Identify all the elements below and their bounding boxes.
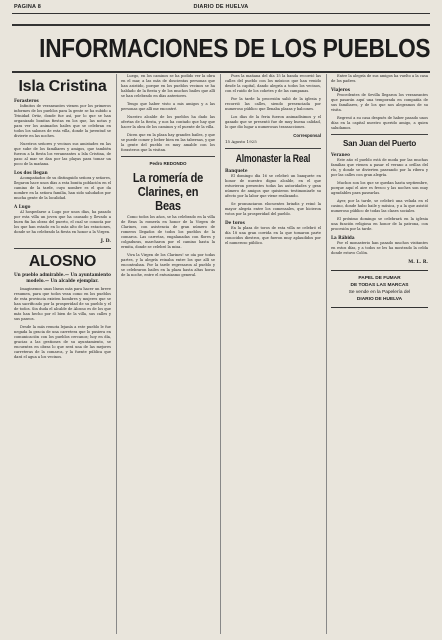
ad-line: PAPEL DE FUMAR	[358, 276, 401, 281]
caption-banquete: Banquete	[225, 168, 248, 173]
paper-name: DIARIO DE HUELVA	[193, 4, 249, 10]
paragraph: Como todos los años, se ha celebrado en la villa de Beas la romería en honor de la Virgen de Clarines, con asistencia de gran número de romeros llegados de todos los pueblos de la comarca. Las carretas, engalanadas con flores y colgaduras, marcharon por el camino hasta la ermita, donde se celebró la misa.	[121, 215, 215, 249]
column-rule	[326, 74, 327, 634]
paragraph: Infinitos de veraneantes vienen por los primeros informes de los pueblos para la gente se ha subido a Trinidad Ortiz, donde fue así, por lo que se han organizado bonitas fiestas en los que, las notas y para ver los animados bailes que se celebran en todos los salones de esta villa, donde la juventud se divierte en las noches.	[14, 104, 111, 138]
ad-line: Se vende en la Papelería del	[348, 290, 411, 295]
paragraph: Pues la mañana del día 15 la banda recorrió las calles del pueblo con los músicos que han venido desde la capital, dando alegría a todos los vecinos, con el ruido de los cohetes y de las campanas.	[225, 74, 321, 93]
page-number: PAGINA 8	[14, 4, 41, 10]
paragraph: Por el monasterio han pasado muchos visitantes en estos días, y a todos se les ha mostrado la celda donde estuvo Colón.	[331, 241, 428, 255]
separator	[121, 156, 215, 157]
header-rule	[12, 13, 430, 14]
paragraph: Se pronunciaron elocuentes brindis y reinó la mayor alegría entre los comensales, que hicieron votos por la prosperidad del pueblo.	[225, 202, 321, 216]
paragraph: El próximo domingo se celebrará en la iglesia una función religiosa en honor de la patrona, con procesión por la tarde.	[331, 217, 428, 231]
column-rule	[116, 74, 117, 634]
caption-toros: De toros	[225, 220, 245, 225]
paragraph: Dicen que en la plaza hay grandes bailes, y que se puede comer y beber bien en las tabernas, y que la gente del pueblo es muy amable con los forasteros que la visitan.	[121, 133, 215, 152]
paragraph: Tengo que haber visto a mis amigos y a las personas que allí me encontré.	[121, 102, 215, 111]
caption-veraneo: Veraneo	[331, 152, 350, 157]
byline: Pedro REDONDO	[149, 161, 187, 166]
paragraph: Nuestro alcalde de los pueblos ha dado las ofertas de la fiesta, y nos ha contado que hay que hacer la obra de los caminos y el puente de la villa.	[121, 115, 215, 129]
paragraph: El domingo día 16 se celebró un banquete en honor de nuestro digno alcalde, en el que estuvieron presentes todas las autoridades y gran número de amigos que quisieron testimoniarle su afecto por la labor que viene realizando.	[225, 174, 321, 198]
headline-san-juan: San Juan del Puerto	[342, 139, 417, 148]
paragraph: Muchos son los que se quedan hasta septiembre, porque aquí el aire es fresco y las noches son muy agradables para pasearlas.	[331, 181, 428, 195]
page-header	[14, 4, 428, 12]
paragraph: Imaginemos unas líneas más para hacer un breve resumen, para que todos vean como en los pueblos de esta provincia existen hombres y mujeres que se han sacrificado por la prosperidad de su pueblo y el de todos. Sin duda el alcalde de Alosno es de los que más han hecho por el bien de la villa, sus calles y sus paseos.	[14, 287, 111, 321]
column-4	[331, 74, 428, 634]
section-banner: INFORMACIONES DE LOS PUEBLOS	[39, 33, 431, 63]
signature: M. L. R.	[408, 260, 428, 265]
caption-llegan: Los dos llegan	[14, 170, 48, 175]
paragraph: Al hospedarse a Lugo por unos días, ha pasado por esta villa un joven que ha causado y llevado a buen fin las obras del puerto, el cual se conocía por los que han estado en lo más alto de las estaciones, donde se ha celebrado la fiesta en honor a la Virgen.	[14, 210, 111, 234]
paragraph: Regresó a su casa después de haber pasado unos días en la capital nuestro querido amigo, a quien saludamos.	[331, 116, 428, 130]
column-2	[121, 74, 215, 634]
paragraph: Este año el pueblo está de moda por las muchas familias que vienen a pasar el verano a orillas del río, y donde se divierten paseando por la ribera y por las calles con gran alegría.	[331, 158, 428, 177]
caption-forasteros: Forasteros	[14, 98, 39, 103]
paragraph: En la plaza de toros de esta villa se celebró el día 18 una gran corrida en la que tomaron parte conocidos diestros, que fueron muy aplaudidos por el numeroso público.	[225, 226, 321, 245]
signature: J. D.	[100, 239, 111, 244]
separator	[331, 134, 428, 135]
paragraph: Desde la más remota lejanía a este pueblo le fue negada la gracia de una carretera que lo pusiera en comunicación con los pueblos cercanos; hoy en día, gracias a las gestiones de su ayuntamiento, se encuentra en obras lo que será una de las mejores carreteras de la comarca, y la fuente pública que dará el agua a los vecinos.	[14, 325, 111, 359]
subheadline-alosno: Un pueblo admirable.— Un ayuntamiento modelo.— Un alcalde ejemplar.	[14, 272, 111, 283]
headline-romeria: La romería de Clarines, en Beas	[132, 170, 204, 213]
ad-line: DIARIO DE HUELVA	[356, 297, 403, 302]
separator	[225, 148, 321, 149]
paragraph: Los días de la feria fueron animadísimos y el ganado que se presentó fue de muy buena calidad, lo que dio lugar a numerosas transacciones.	[225, 115, 321, 129]
column-1	[14, 74, 111, 634]
headline-isla-cristina: Isla Cristina	[18, 78, 107, 95]
caption-viajeros: Viajeros	[331, 87, 351, 92]
paragraph: Nuestros señores y vecinos sus amistades en las que sube de los familiares y amigos, que también fueron a la fiesta los veraneantes a Isla Cristina, de paso al mar se dan por las playas para tomar un poco de la mañana.	[14, 142, 111, 166]
advertisement-box	[331, 270, 428, 308]
headline-alosno: ALOSNO	[28, 253, 97, 270]
headline-almonaster: Almonaster la Real	[235, 153, 311, 165]
dateline: 15 Agosto 1925	[225, 139, 257, 144]
caption-rabida: La Rábida	[331, 235, 355, 240]
paragraph: Por la tarde la procesión salió de la iglesia y recorrió las calles, siendo presenciada por numeroso público que llenaba plazas y balcones.	[225, 97, 321, 111]
correspondent-signature: Corresponsal	[293, 133, 321, 138]
column-3	[225, 74, 321, 634]
caption-lugo: A Lugo	[14, 204, 31, 209]
banner-rule-bottom	[12, 71, 430, 73]
paragraph: Acompañados de su distinguido señora y señores, llegaron hace unos días a esta bonita población en el camino de la tarde, cuyo nombre es el que da nombre en la señora familia, han sido saludados por mucha gente de la localidad.	[14, 176, 111, 200]
paragraph: Luego, en los caminos se ha podido ver la obra en el mar, a las más de doscientas personas que han asistido, porque en los pueblos vecinos se ha hablado de la fiesta y de los muchos bailes que allí se han celebrado en días anteriores.	[121, 74, 215, 98]
paragraph: Entre la alegría de sus amigos ha vuelto a la casa de los padres.	[331, 74, 428, 83]
paragraph: Procedentes de Sevilla llegaron los veraneantes que pasarán aquí una temporada en compañía de sus familiares, y de los que nos alegramos de su visita.	[331, 93, 428, 112]
paragraph: Ayer, por la tarde, se celebró una velada en el casino, donde hubo baile y música, y a la que asistió numeroso público de todas las clases sociales.	[331, 199, 428, 213]
paragraph: Viva la Virgen de los Clarines! se oía por todas partes, y la alegría reinaba entre los que allí se encontraban. Por la tarde regresaron al pueblo y se celebraron bailes en la plaza hasta altas horas de la noche, entre el entusiasmo general.	[121, 253, 215, 277]
separator	[14, 248, 111, 249]
column-rule	[220, 74, 221, 634]
ad-line: DE TODAS LAS MARCAS	[350, 283, 409, 288]
